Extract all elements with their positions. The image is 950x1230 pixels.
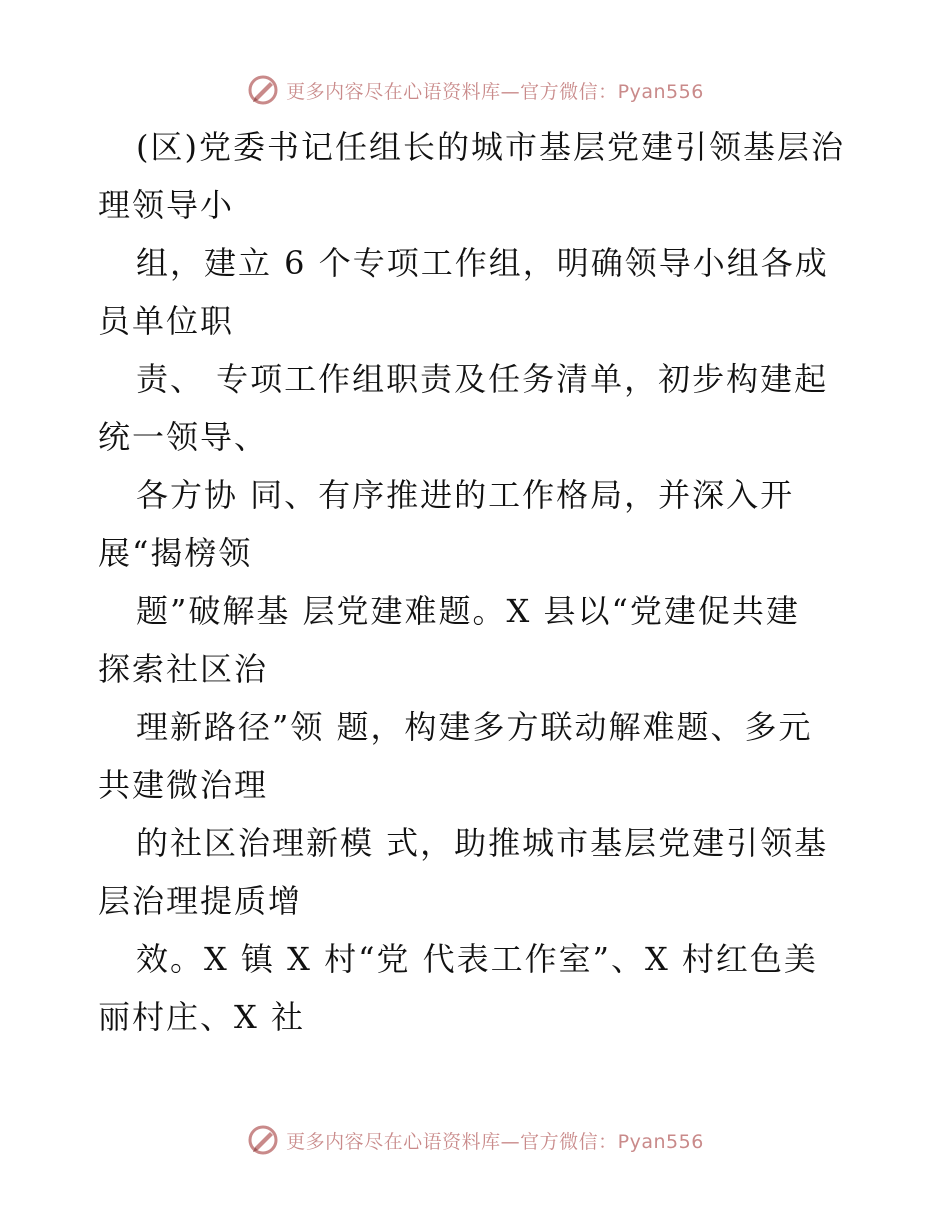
line-rest: 员单位职 [98, 302, 235, 340]
text-line [98, 698, 858, 814]
watermark-text: 更多内容尽在心语资料库—官方微信：Pyan556 [286, 80, 704, 103]
text-line [98, 350, 858, 466]
line-first: (区)党委书记任组长的城市基层党建引领基层治 [136, 128, 845, 166]
line-rest: 探索社区治 [98, 650, 269, 688]
line-first: 组，建立 6 个专项工作组，明确领导小组各成 [136, 244, 829, 282]
line-rest: 展“揭榜领 [98, 534, 253, 572]
text-line [98, 814, 858, 930]
text-line [98, 582, 858, 698]
line-rest: 丽村庄、X 社 [98, 998, 305, 1036]
document-body [98, 118, 858, 1046]
line-first: 题”破解基 层党建难题。X 县以“党建促共建 [136, 592, 800, 630]
pen-logo-icon [246, 73, 280, 107]
pen-logo-icon [246, 1123, 280, 1157]
text-line [98, 118, 858, 234]
text-line [98, 466, 858, 582]
text-line [98, 930, 858, 1046]
line-first: 各方协 同、有序推进的工作格局，并深入开 [136, 476, 795, 514]
line-rest: 层治理提质增 [98, 882, 303, 920]
text-line [98, 234, 858, 350]
line-first: 责、 专项工作组职责及任务清单，初步构建起 [136, 360, 829, 398]
watermark-text: 更多内容尽在心语资料库—官方微信：Pyan556 [286, 1130, 704, 1153]
line-rest: 理领导小 [98, 186, 235, 224]
line-first: 效。X 镇 X 村“党 代表工作室”、X 村红色美 [136, 940, 818, 978]
header-watermark [0, 70, 950, 110]
line-first: 的社区治理新模 式，助推城市基层党建引领基 [136, 824, 829, 862]
footer-watermark [0, 1120, 950, 1160]
line-rest: 共建微治理 [98, 766, 269, 804]
line-first: 理新路径”领 题，构建多方联动解难题、多元 [136, 708, 813, 746]
line-rest: 统一领导、 [98, 418, 269, 456]
